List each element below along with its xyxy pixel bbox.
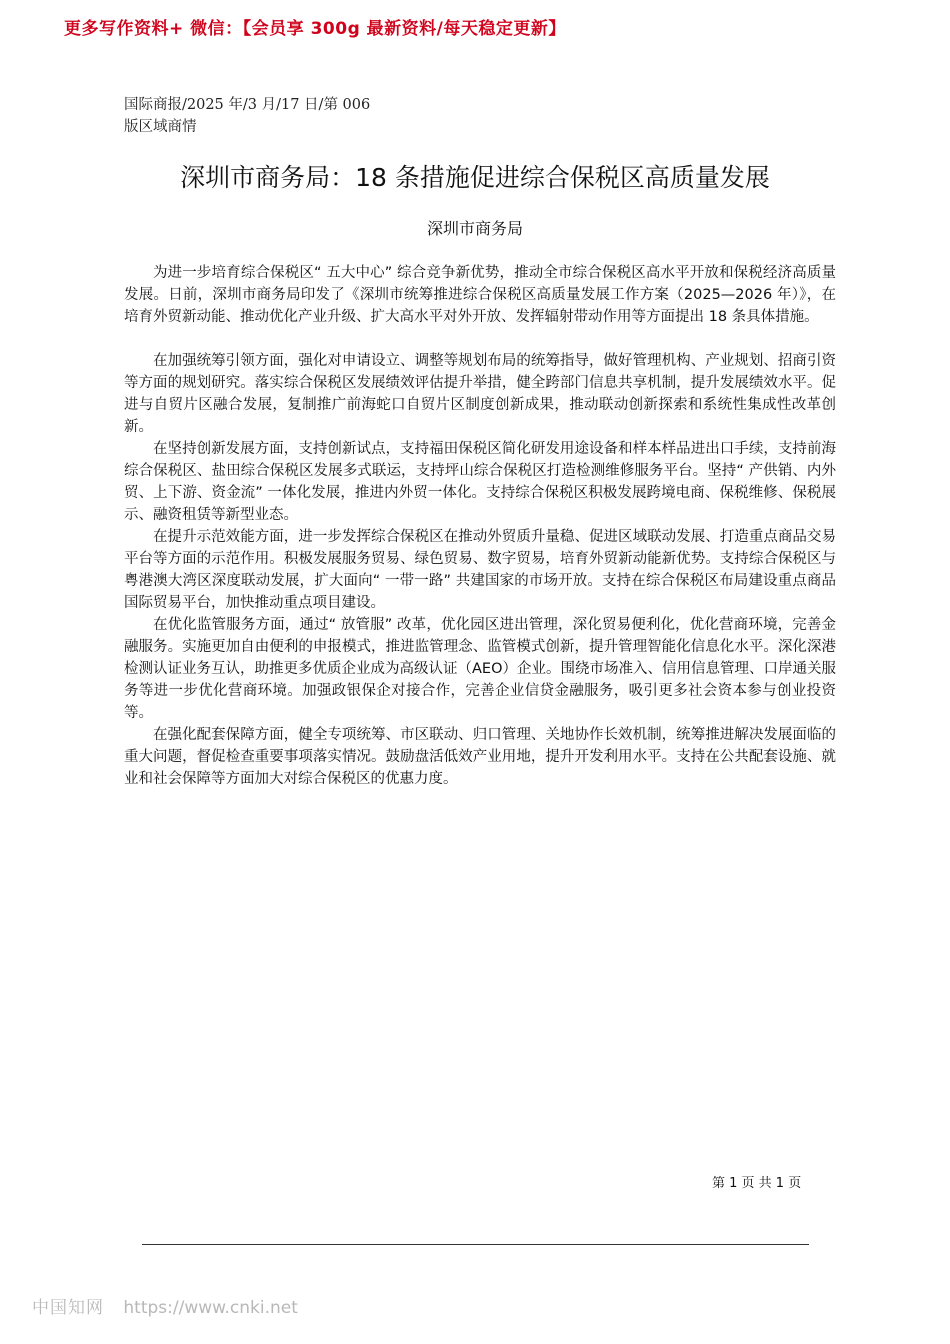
cnki-watermark <box>32 1293 298 1318</box>
paragraph-demonstration: 在提升示范效能方面，进一步发挥综合保税区在推动外贸质升量稳、促进区域联动发展、打造重点商品交易平台等方面的示范作用。积极发展服务贸易、绿色贸易、数字贸易，培育外贸新动能新优势。支持综合保税区与粤港澳大湾区深度联动发展，扩大面向“ 一带一路” 共建国家的市场开放。支持在综合保税区布局建设重点商品国际贸易平台，加快推动重点项目建设。 <box>124 529 836 611</box>
paragraph-intro: 为进一步培育综合保税区“ 五大中心” 综合竞争新优势，推动全市综合保税区高水平开放和保税经济高质量发展。日前，深圳市商务局印发了《深圳市统筹推进综合保税区高质量发展工作方案（2025—2026 年）》，在培育外贸新动能、推动优化产业升级、扩大高水平对外开放、发挥辐射带动作用等方面提出 18 条具体措施。 <box>124 265 836 325</box>
promo-banner: 更多写作资料+ 微信：【会员享 300g 最新资料/每天稳定更新】 <box>64 19 566 39</box>
watermark-brand: 中国知网 <box>32 1298 104 1318</box>
article-title: 深圳市商务局：18 条措施促进综合保税区高质量发展 <box>180 163 770 192</box>
paragraph-support: 在强化配套保障方面，健全专项统筹、市区联动、归口管理、关地协作长效机制，统筹推进解决发展面临的重大问题，督促检查重要事项落实情况。鼓励盘活低效产业用地，提升开发利用水平。支持在公共配套设施、就业和社会保障等方面加大对综合保税区的优惠力度。 <box>124 727 836 787</box>
paragraph-regulation: 在优化监管服务方面，通过“ 放管服” 改革，优化园区进出管理，深化贸易便利化，优化营商环境，完善金融服务。实施更加自由便利的申报模式，推进监管理念、监管模式创新，提升管理智能化信息化水平。深化深港检测认证业务互认，助推更多优质企业成为高级认证（AEO）企业。围绕市场准入、信用信息管理、口岸通关服务等进一步优化营商环境。加强政银保企对接合作，完善企业信贷金融服务，吸引更多社会资本参与创业投资等。 <box>124 617 836 721</box>
source-line-2: 版区域商情 <box>124 119 197 135</box>
page-number: 第 1 页 共 1 页 <box>712 1176 802 1191</box>
paragraph-coordination: 在加强统筹引领方面，强化对申请设立、调整等规划布局的统筹指导，做好管理机构、产业规划、招商引资等方面的规划研究。落实综合保税区发展绩效评估提升举措，健全跨部门信息共享机制，提升发展绩效水平。促进与自贸片区融合发展，复制推广前海蛇口自贸片区制度创新成果，推动联动创新探索和系统性集成性改革创新。 <box>124 353 836 435</box>
watermark-url: https://www.cnki.net <box>123 1298 298 1318</box>
source-line-1: 国际商报/2025 年/3 月/17 日/第 006 <box>124 97 371 113</box>
article-author: 深圳市商务局 <box>426 219 523 238</box>
footer-divider <box>142 1244 809 1245</box>
article-body <box>124 262 836 790</box>
source-info <box>124 94 370 138</box>
paragraph-innovation: 在坚持创新发展方面，支持创新试点，支持福田保税区简化研发用途设备和样本样品进出口手续，支持前海综合保税区、盐田综合保税区发展多式联运，支持坪山综合保税区打造检测维修服务平台。坚持“ 产供销、内外贸、上下游、资金流” 一体化发展，推进内外贸一体化。支持综合保税区积极发展跨境电商、保税维修、保税展示、融资租赁等新型业态。 <box>124 441 836 523</box>
